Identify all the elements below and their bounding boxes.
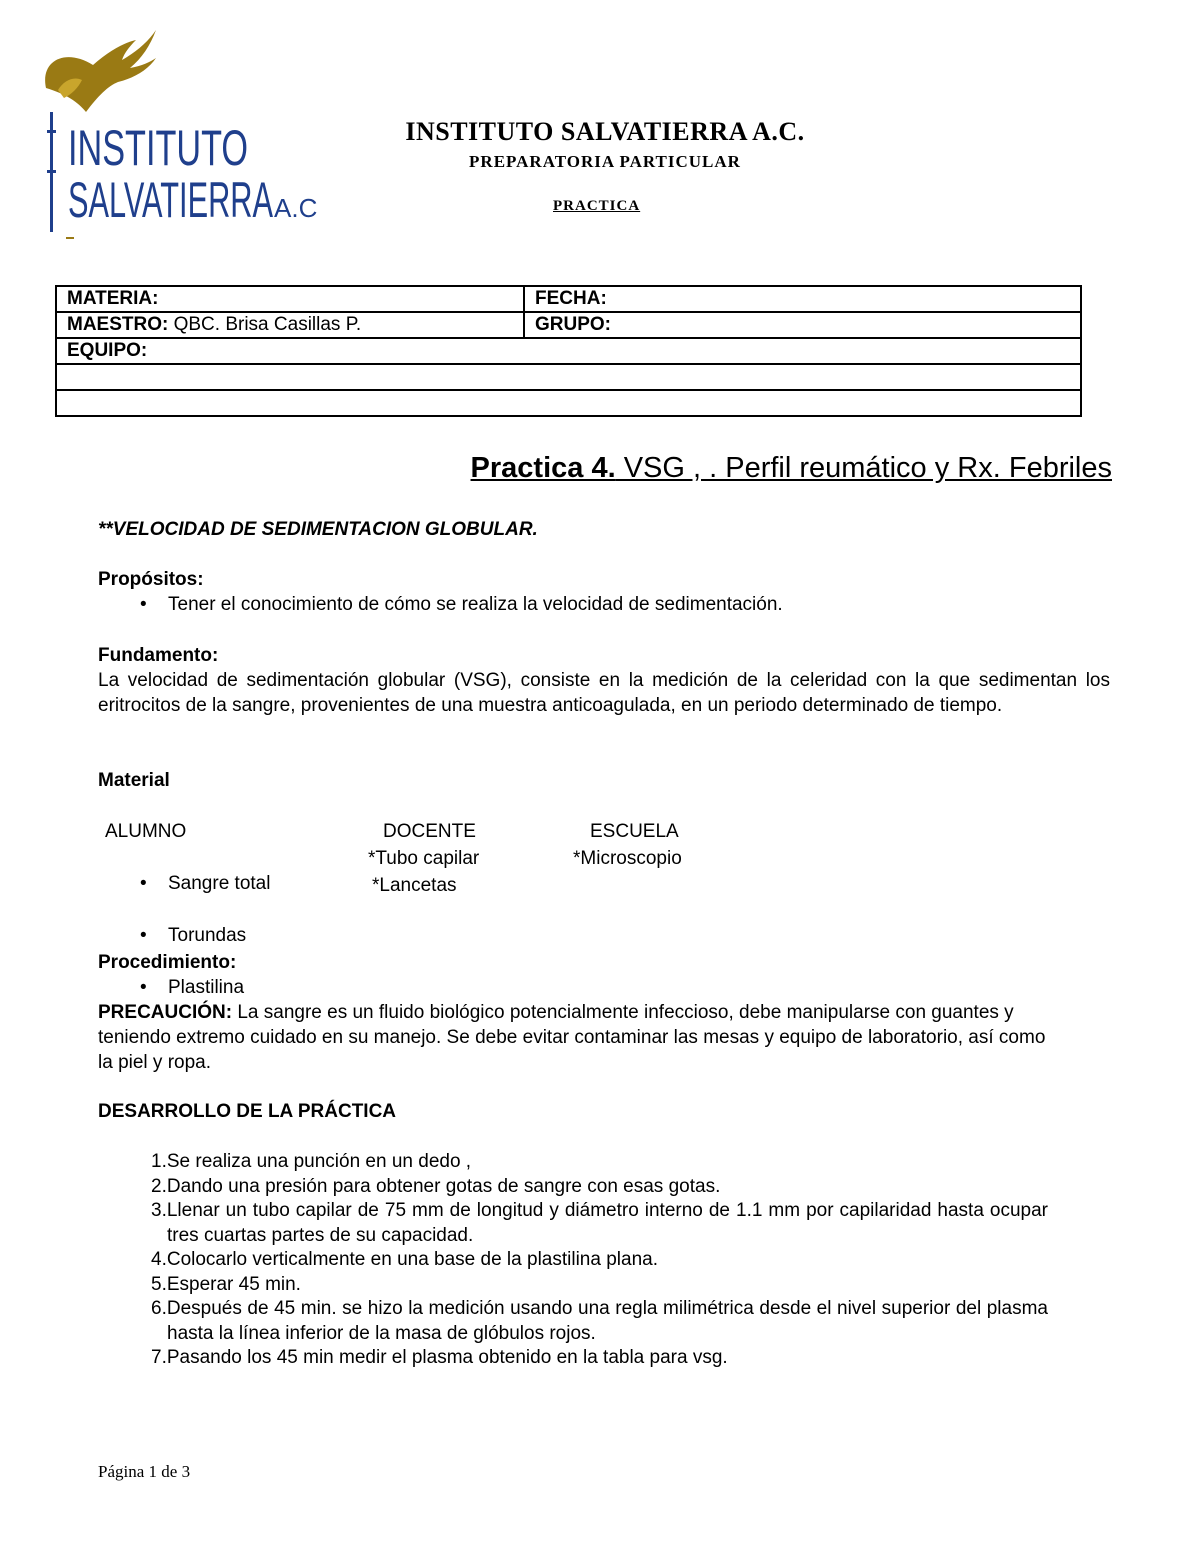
materia-label: MATERIA: (67, 288, 159, 309)
list-item: *Lancetas (372, 875, 457, 896)
list-item: 7.Pasando los 45 min medir el plasma obtenido en la tabla para vsg. (151, 1347, 728, 1368)
maestro-cell[interactable] (56, 312, 524, 338)
material-column-docente: DOCENTE (383, 821, 476, 842)
list-item: • Tener el conocimiento de cómo se realiza la velocidad de sedimentación. (98, 592, 1200, 617)
table-row (56, 364, 1081, 390)
table-row (56, 390, 1081, 416)
list-item: 4.Colocarlo verticalmente en una base de la plastilina plana. (151, 1249, 658, 1270)
practice-title (471, 452, 1112, 485)
logo-suffix: A.C (274, 193, 318, 223)
procedimiento-label: Procedimiento: (98, 952, 237, 973)
precaucion-paragraph (98, 1000, 1058, 1075)
materia-cell[interactable] (56, 286, 524, 312)
grupo-cell[interactable] (524, 312, 1081, 338)
info-table (55, 285, 1082, 417)
equipo-label: EQUIPO: (67, 340, 148, 361)
material-column-alumno: ALUMNO (105, 821, 187, 842)
equipo-blank-row-2[interactable] (56, 390, 1081, 416)
desarrollo-label: DESARROLLO DE LA PRÁCTICA (98, 1101, 397, 1122)
fundamento-text: La velocidad de sedimentación globular (VSG), consiste en la medición de la celeridad con la que sedimentan los eritrocitos de la sangre, provenientes de una muestra anticoagulada, en un periodo determinado de tiempo. (98, 670, 1110, 716)
propositos-label: Propósitos: (98, 569, 204, 590)
fecha-label: FECHA: (535, 288, 607, 309)
material-label: Material (98, 770, 170, 791)
page-number: Página 1 de 3 (98, 1462, 191, 1481)
practice-title-rest: VSG , . Perfil reumático y Rx. Febriles (615, 452, 1112, 484)
logo-line-2: SALVATIERRA (68, 172, 274, 228)
list-item: • Sangre total (98, 871, 1200, 896)
list-item: 1.Se realiza una punción en un dedo , (151, 1151, 472, 1172)
precaucion-text: La sangre es un fluido biológico potencialmente infeccioso, debe manipularse con guantes y teniendo extremo cuidado en su manejo. Se debe evitar contaminar las mesas y equipo de laboratorio, así como la piel y ropa. (98, 1002, 1046, 1073)
logo-line-1: INSTITUTO (68, 120, 248, 176)
practice-title-number: Practica 4. (470, 452, 616, 484)
material-column-escuela: ESCUELA (590, 821, 679, 842)
institute-name: INSTITUTO SALVATIERRA A.C. (405, 117, 805, 146)
maestro-value: QBC. Brisa Casillas P. (168, 314, 362, 335)
list-item: • Torundas (98, 923, 1200, 948)
table-row (56, 286, 1081, 312)
list-item: *Microscopio (573, 848, 682, 869)
equipo-cell[interactable] (56, 338, 1081, 364)
torch-flame-icon (45, 30, 156, 112)
list-item: 2.Dando una presión para obtener gotas de sangre con esas gotas. (151, 1175, 721, 1197)
table-row (56, 338, 1081, 364)
grupo-label: GRUPO: (535, 314, 611, 335)
list-item: • Plastilina (98, 975, 1200, 1000)
section-heading: **VELOCIDAD DE SEDIMENTACION GLOBULAR. (98, 519, 538, 540)
list-item: 3.Llenar un tubo capilar de 75 mm de longitud y diámetro interno de 1.1 mm por capilaridad hasta ocupar tres cuartas partes de su capacidad. (151, 1200, 1048, 1246)
list-item: *Tubo capilar (368, 848, 480, 869)
precaucion-label: PRECAUCIÓN: (98, 1002, 233, 1023)
fundamento-label: Fundamento: (98, 645, 219, 666)
document-type: PRACTICA (553, 198, 641, 214)
list-item: 6.Después de 45 min. se hizo la medición usando una regla milimétrica desde el nivel superior del plasma hasta la línea inferior de la masa de glóbulos rojos. (151, 1298, 1048, 1344)
institute-subtitle: PREPARATORIA PARTICULAR (469, 152, 741, 171)
desarrollo-steps (98, 1150, 1048, 1371)
fecha-cell[interactable] (524, 286, 1081, 312)
table-row (56, 312, 1081, 338)
equipo-blank-row-1[interactable] (56, 364, 1081, 390)
maestro-label: MAESTRO: (67, 314, 169, 335)
list-item: 5.Esperar 45 min. (151, 1273, 301, 1295)
